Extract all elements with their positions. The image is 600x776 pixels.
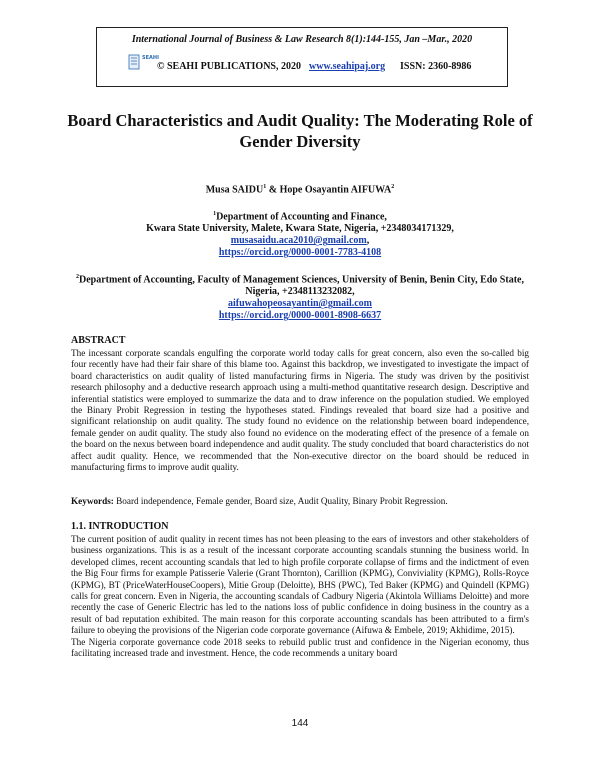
abstract-heading: ABSTRACT: [71, 335, 126, 346]
page-number: 144: [291, 718, 309, 729]
affiliation-1-address: Kwara State University, Malete, Kwara State, Nigeria, +2348034171329,: [146, 223, 454, 235]
issn: ISSN: 2360-8986: [400, 61, 472, 72]
affiliation-1-email-link[interactable]: musasaidu.aca2010@gmail.com: [230, 235, 367, 247]
keywords-label: Keywords:: [71, 496, 114, 506]
affiliation-2-dept: Department of Accounting, Faculty of Management Sciences, University of Benin, Benin City, Edo State, Nigeria, +2348113232082,: [79, 274, 524, 298]
affiliation-1-dept: Department of Accounting and Finance,: [216, 211, 387, 223]
paper-title: Board Characteristics and Audit Quality: The Moderating Role of Gender Diversity: [67, 111, 533, 151]
affiliation-2-sup: 2: [76, 274, 79, 280]
author-2: Hope Osayantin AIFUWA: [279, 184, 392, 196]
introduction-text: [71, 534, 529, 659]
affiliation-1: [70, 208, 530, 259]
affiliation-1-orcid-link[interactable]: https://orcid.org/0000-0001-7783-4108: [218, 247, 382, 259]
seahi-logo-icon: [127, 52, 157, 72]
keywords-text: Board independence, Female gender, Board size, Audit Quality, Binary Probit Regression.: [113, 496, 448, 506]
abstract-text: The incessant corporate scandals engulfing the corporate world today calls for great concern, also even the so-called big four recently have had their fair share of this blame too. Against this backdrop, we investigated to investigate the impact of board characteristics on audit quality of listed manufacturing firms in Nigeria. The study was driven by the positivist research philosophy and a deductive research approach using a multi-method quantitative research design. Descriptive and inferential statistics were employed to summarize the data and to draw inference on the population studied. We employed the Binary Probit Regression in testing the hypotheses stated. Findings revealed that board size had a positive and significant relationship on audit quality. The study found no evidence on the relationship between board independence, female gender on audit quality. The study also found no evidence on the moderating effect of the presence of a female on the board on the nexus between board independence and audit quality. The study concluded that board characteristics do not affect audit quality. Hence, we recommended that the Non-executive director on the board should be reduced in manufacturing firms to improve audit quality.: [71, 348, 529, 473]
logo-text: SEAHI: [142, 55, 159, 61]
author-separator: &: [266, 184, 280, 196]
author-2-sup: 2: [391, 184, 395, 190]
author-1-sup: 1: [263, 184, 267, 190]
publisher-url-link[interactable]: www.seahipaj.org: [309, 61, 386, 72]
introduction-heading: 1.1. INTRODUCTION: [71, 521, 169, 532]
introduction-paragraph-1: The current position of audit quality in recent times has not been pleasing to the ears of investors and other stakeholders of business organizations. This is as a result of the incessant corporate accounting scandals stunning the business world. In developed climes, recent accounting scandals that led to high profile corporate collapse of firms and the indictment of even the Big Four firms for example Patisserie Valerie (Grant Thornton), Carillion (KPMG), Conviviality (KPMG), Rolls-Royce (KPMG), BT (PriceWaterHouseCoopers), Mitie Group (Deloitte), BHS (PWC), Ted Baker (KPMG) and Quindell (KPMG) calls for great concern. Even in Nigeria, the accounting scandals of Cadbury Nigeria (Akintola Williams Deloitte) and more recently the case of Generic Electric has led to the nations loss of public confidence in doing business in the country as a result of bad reputation exhibited. The main reason for this corporate accounting scandals has been attributed to a firm's failure to obeying the provisions of the Nigerian code corporate governance (Aifuwa & Embele, 2019; Akhidime, 2015).: [71, 534, 529, 636]
affiliation-1-email-suffix: ,: [366, 235, 370, 247]
author-1: Musa SAIDU: [205, 184, 264, 196]
introduction-paragraph-2: The Nigeria corporate governance code 2018 seeks to rebuild public trust and confidence in the Nigerian economy, thus facilitating increased trade and investment. Hence, the code recommends a unitary board: [71, 636, 529, 659]
journal-header-box: [96, 27, 508, 87]
affiliation-2: [70, 271, 530, 322]
author-line: [0, 184, 600, 195]
keywords: [71, 496, 529, 507]
publisher-name: © SEAHI PUBLICATIONS, 2020: [157, 61, 301, 72]
affiliation-2-email-link[interactable]: aifuwahopeosayantin@gmail.com: [227, 298, 373, 310]
affiliation-1-sup: 1: [213, 211, 217, 217]
journal-citation: International Journal of Business & Law Research 8(1):144-155, Jan –Mar., 2020: [131, 34, 473, 45]
affiliation-2-orcid-link[interactable]: https://orcid.org/0000-0001-8908-6637: [218, 310, 382, 322]
